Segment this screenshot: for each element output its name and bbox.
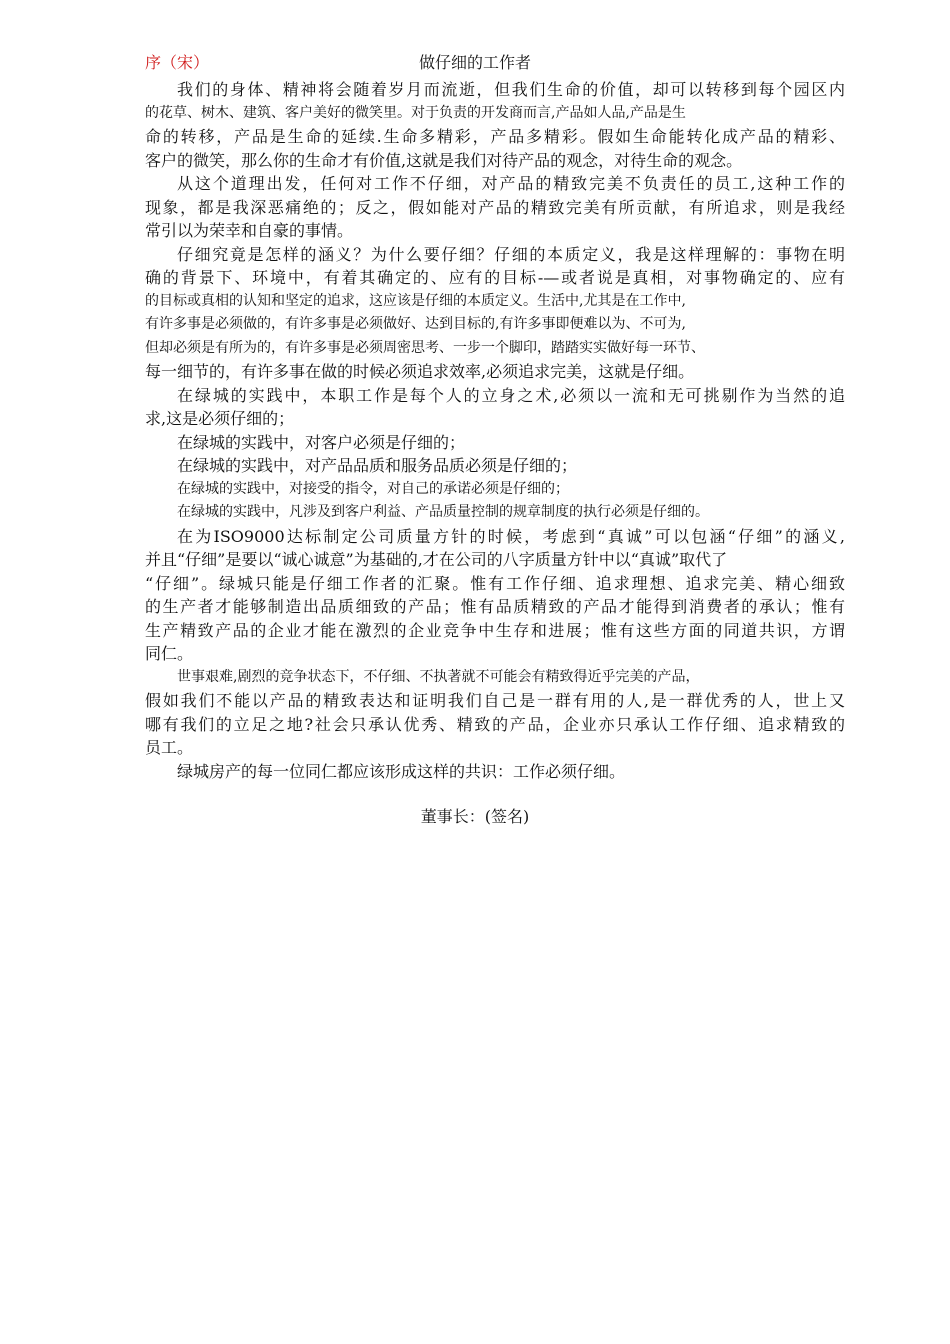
document-title: 做仔细的工作者 [418,53,531,72]
paragraph-line: 现象，都是我深恶痛绝的；反之，假如能对产品的精致完美有所贡献，有所追求，则是我经 [145,197,845,217]
paragraph-line: 确的背景下、环境中，有着其确定的、应有的目标-—或者说是真相，对事物确定的、应有 [145,268,845,287]
paragraph-line: 同仁。 [145,644,194,663]
paragraph-line: “仔细”。绿城只能是仔细工作者的汇聚。惟有工作仔细、追求理想、追求完美、精心细致 [145,573,845,593]
document-body [145,78,845,783]
paragraph-line: 从这个道理出发，任何对工作不仔细，对产品的精致完美不负责任的员工,这种工作的 [177,174,845,193]
paragraph-line: 客户的微笑，那么你的生命才有价值,这就是我们对待产品的观念，对待生命的观念。 [145,150,743,170]
paragraph-line: 在绿城的实践中，对客户必须是仔细的； [177,432,466,452]
paragraph-line: 每一细节的，有许多事在做的时候必须追求效率,必须追求完美，这就是仔细。 [145,362,695,381]
paragraph-line: 但却必须是有所为的，有许多事是必须周密思考、一步一个脚印，踏踏实实做好每一环节、 [145,339,705,356]
paragraph-line: 求,这是必须仔细的； [145,409,295,428]
paragraph-line: 员工。 [145,738,194,757]
paragraph-line: 在绿城的实践中，本职工作是每个人的立身之术,必须以一流和无可挑剔作为当然的追 [177,385,845,405]
paragraph-line: 的目标或真相的认知和坚定的追求，这应该是仔细的本质定义。生活中,尤其是在工作中, [145,292,686,309]
document-header [0,52,950,76]
paragraph-line: 绿城房产的每一位同仁都应该形成这样的共识：工作必须仔细。 [177,761,626,781]
paragraph-line: 在绿城的实践中，对接受的指令，对自己的承诺必须是仔细的； [177,480,569,497]
paragraph-line: 在为ISO9000达标制定公司质量方针的时候，考虑到“真诚”可以包涵“仔细”的涵义, [177,526,845,546]
paragraph-line: 命的转移，产品是生命的延续.生命多精彩，产品多精彩。假如生命能转化成产品的精彩、 [145,127,845,146]
paragraph-line: 仔细究竟是怎样的涵义？为什么要仔细？仔细的本质定义，我是这样理解的：事物在明 [177,244,845,264]
paragraph-line: 并且“仔细”是要以“诚心诚意”为基础的,才在公司的八字质量方针中以“真诚”取代了 [145,550,728,569]
paragraph-line: 在绿城的实践中，对产品品质和服务品质必须是仔细的； [177,456,578,475]
paragraph-line: 假如我们不能以产品的精致表达和证明我们自己是一群有用的人,是一群优秀的人，世上又 [145,691,845,710]
document-prefix: 序（宋） [145,53,210,72]
paragraph-line: 的花草、树木、建筑、客户美好的微笑里。对于负责的开发商而言,产品如人品,产品是生 [145,104,686,121]
paragraph-line: 我们的身体、精神将会随着岁月而流逝，但我们生命的价值，却可以转移到每个园区内 [177,80,845,99]
paragraph-line: 生产精致产品的企业才能在激烈的企业竞争中生存和进展；惟有这些方面的同道共识，方谓 [145,620,845,640]
paragraph-line: 在绿城的实践中，凡涉及到客户利益、产品质量控制的规章制度的执行必须是仔细的。 [177,504,709,520]
signature-line: 董事长：(签名) [420,807,530,826]
paragraph-line: 世事艰难,剧烈的竞争状态下，不仔细、不执著就不可能会有精致得近乎完美的产品， [177,668,700,685]
paragraph-line: 哪有我们的立足之地?社会只承认优秀、精致的产品，企业亦只承认工作仔细、追求精致的 [145,714,845,734]
paragraph-line: 有许多事是必须做的，有许多事是必须做好、达到目标的,有许多事即便难以为、不可为, [145,316,686,332]
paragraph-line: 常引以为荣幸和自豪的事情。 [145,221,354,240]
paragraph-line: 的生产者才能够制造出品质细致的产品；惟有品质精致的产品才能得到消费者的承认；惟有 [145,597,845,616]
